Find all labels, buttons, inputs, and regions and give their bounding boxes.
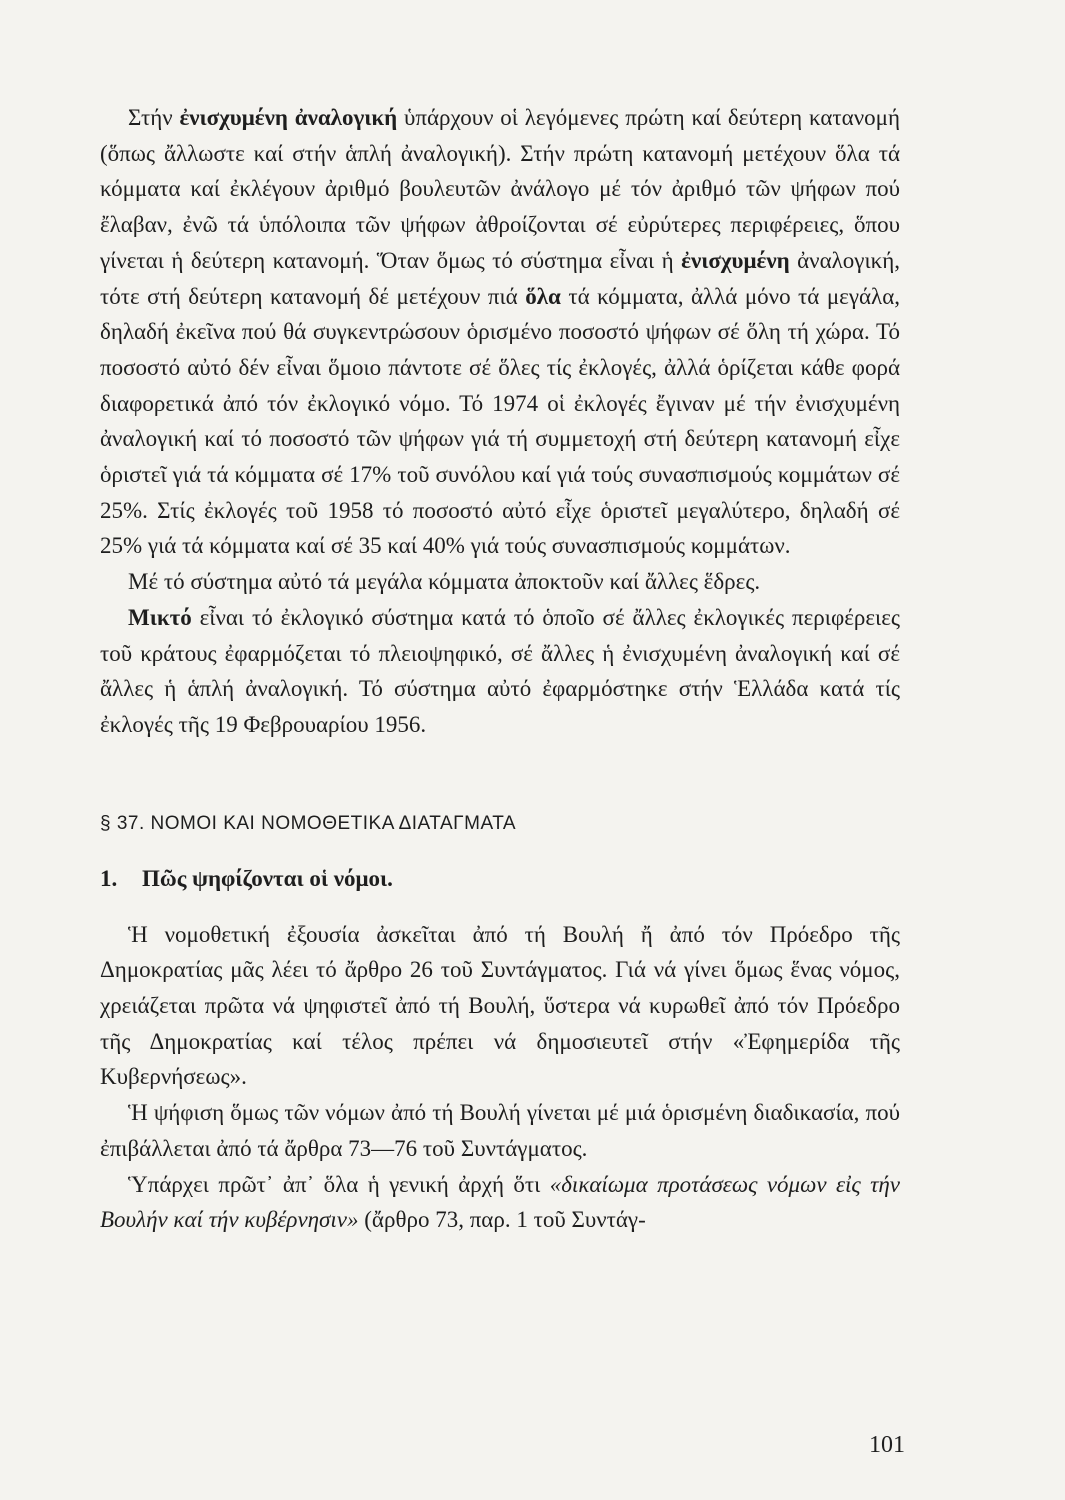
text-column (100, 100, 900, 1238)
page-number: 101 (869, 1432, 905, 1458)
bold-term-all: ὅλα (525, 283, 561, 309)
paragraph-legislative-power: Ἡ νομοθετική ἐξουσία ἀσκεῖται ἀπό τή Βουλή ἤ ἀπό τόν Πρόεδρο τῆς Δημοκρατίας μᾶς λέει τό ἄρθρο 26 τοῦ Συντάγματος. Γιά νά γίνει ὅμως ἕνας νόμος, χρειάζεται πρῶτα νά ψηφιστεῖ ἀπό τή Βουλή, ὕστερα νά κυρωθεῖ ἀπό τόν Πρόεδρο τῆς Δημοκρατίας καί τέλος πρέπει νά δημοσιευτεῖ στήν «Ἐφημερίδα τῆς Κυβερνήσεως». (100, 921, 900, 1090)
subheading-text: Πῶς ψηφίζονται οἱ νόμοι. (142, 865, 393, 891)
paragraph-voting-procedure: Ἡ ψήφιση ὅμως τῶν νόμων ἀπό τή Βουλή γίνεται μέ μιά ὁρισμένη διαδικασία, πού ἐπιβάλλεται ἀπό τά ἄρθρα 73—76 τοῦ Συντάγματος. (100, 1100, 900, 1161)
paragraph-mixed-system: Μικτό εἶναι τό ἐκλογικό σύστημα κατά τό ὁποῖο σέ ἄλλες ἐκλογικές περιφέρειες τοῦ κράτους ἐφαρμόζεται τό πλειοψηφικό, σέ ἄλλες ἡ ἐνισχυμένη ἀναλογική καί σέ ἄλλες ἡ ἁπλή ἀναλογική. Τό σύστημα αὐτό ἐφαρμόστηκε στήν Ἑλλάδα κατά τίς ἐκλογές τῆς 19 Φεβρουαρίου 1956. (100, 604, 900, 737)
section-heading: § 37. ΝΟΜΟΙ ΚΑΙ ΝΟΜΟΘΕΤΙΚΑ ΔΙΑΤΑΓΜΑΤΑ (100, 812, 517, 834)
bold-term-reinforced-proportional: ἐνισχυμένη ἀναλογική (179, 105, 398, 130)
italic-quote: «δικαίωμα προτάσεως νόμων εἰς τήν Βουλήν καί τήν κυβέρνησιν» (100, 1171, 900, 1233)
paragraph-reinforced-proportional: Στήν ἐνισχυμένη ἀναλογική ὑπάρχουν οἱ λεγόμενες πρώτη καί δεύτερη κατανομή (ὅπως ἄλλωστε καί στήν ἁπλή ἀναλογική). Στήν πρώτη κατανομή μετέχουν ὅλα τά κόμματα καί ἐκλέγουν ἀριθμό βουλευτῶν ἀνάλογο μέ τόν ἀριθμό τῶν ψήφων πού ἔλαβαν, ἐνῶ τά ὑπόλοιπα τῶν ψήφων ἀθροίζονται σέ εὐρύτερες περιφέρειες, ὅπου γίνεται ἡ δεύτερη κατανομή. Ὅταν ὅμως τό σύστημα εἶναι ἡ ἐνισχυμένη ἀναλογική, τότε στή δεύτερη κατανομή δέ μετέχουν πιά ὅλα τά κόμματα, ἀλλά μόνο τά μεγάλα, δηλαδή ἐκεῖνα πού θά συγκεντρώσουν ὁρισμένο ποσοστό ψήφων σέ ὅλη τή χώρα. Τό ποσοστό αὐτό δέν εἶναι ὅμοιο πάντοτε σέ ὅλες τίς ἐκλογές, ἀλλά ὁρίζεται κάθε φορά διαφορετικά ἀπό τόν ἐκλογικό νόμο. Τό 1974 οἱ ἐκλογές ἔγιναν μέ τήν ἐνισχυμένη ἀναλογική καί τό ποσοστό τῶν ψήφων γιά τή συμμετοχή στή δεύτερη κατανομή εἶχε ὁριστεῖ γιά τά κόμματα σέ 17% τοῦ συνόλου καί γιά τούς συνασπισμούς κομμάτων σέ 25%. Στίς ἐκλογές τοῦ 1958 τό ποσοστό αὐτό εἶχε ὁριστεῖ μεγαλύτερο, δηλαδή σέ 25% γιά τά κόμματα καί σέ 35 καί 40% γιά τούς συνασπισμούς κομμάτων. (100, 105, 900, 559)
subheading-number: 1. (100, 865, 118, 891)
bold-term-mixed: Μικτό (128, 604, 192, 630)
bold-term-reinforced: ἐνισχυμένη (681, 247, 790, 273)
paragraph-large-parties: Μέ τό σύστημα αὐτό τά μεγάλα κόμματα ἀποκτοῦν καί ἄλλες ἕδρες. (128, 569, 761, 595)
subheading (100, 863, 900, 895)
paragraph-right-of-proposal: Ὑπάρχει πρῶτ᾽ ἀπ᾽ ὅλα ἡ γενική ἀρχή ὅτι «δικαίωμα προτάσεως νόμων εἰς τήν Βουλήν καί τήν κυβέρνησιν» (ἄρθρο 73, παρ. 1 τοῦ Συντάγ- (100, 1171, 900, 1233)
